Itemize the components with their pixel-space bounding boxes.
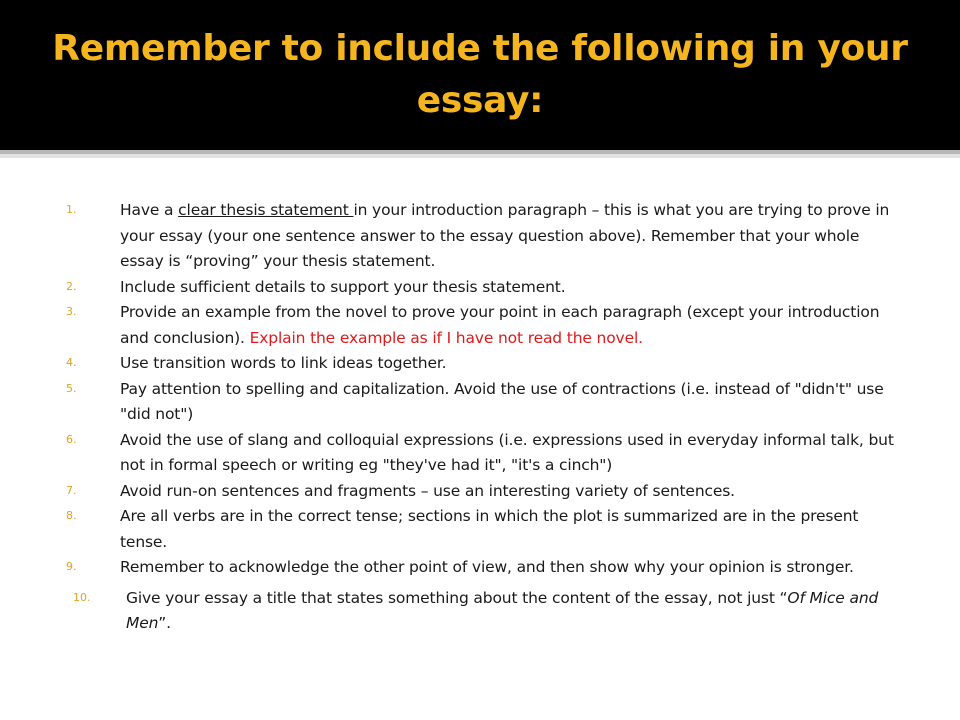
novel-title: Of Mice and Men [126, 588, 879, 632]
item-text: Use transition words to link ideas together. [120, 354, 447, 372]
item-number: 2. [66, 279, 77, 293]
item-number: 7. [66, 483, 77, 497]
item-text: Remember to acknowledge the other point of view, and then show why your opinion is stronger. [120, 558, 854, 576]
item-number: 3. [66, 305, 77, 318]
emphasis-text: Explain the example as if I have not read the novel. [249, 328, 643, 347]
list-item-9 [0, 555, 960, 581]
item-number: 5. [66, 381, 77, 395]
list-item-10 [0, 586, 960, 637]
list-item-1 [0, 198, 960, 275]
item-number: 1. [66, 203, 77, 216]
item-text: Give your essay a title that states something about the content of the essay, not just “Of Mice and Men”. [126, 588, 879, 632]
item-text: Provide an example from the novel to prove your point in each paragraph (except your introduction and conclusion). Explain the example as if I have not read the novel. [120, 303, 880, 347]
item-number: 9. [66, 560, 77, 573]
item-text: Are all verbs are in the correct tense; sections in which the plot is summarized are in the present tense. [120, 507, 859, 551]
slide-title: Remember to include the following in your essay: [52, 28, 908, 121]
item-number: 6. [66, 432, 77, 446]
item-number: 4. [66, 356, 77, 369]
title-divider-shadow [0, 154, 960, 158]
list-item-4 [0, 351, 960, 377]
item-text: Include sufficient details to support your thesis statement. [120, 277, 566, 296]
title-band [0, 0, 960, 150]
list-item-8 [0, 504, 960, 555]
item-number: 10. [73, 590, 91, 604]
list-item-2 [0, 275, 960, 301]
item-text: Avoid run-on sentences and fragments – use an interesting variety of sentences. [120, 481, 735, 500]
list-item-3 [0, 300, 960, 351]
item-text: Pay attention to spelling and capitalization. Avoid the use of contractions (i.e. instead of "didn't" use "did not") [120, 379, 884, 423]
item-text: Avoid the use of slang and colloquial expressions (i.e. expressions used in everyday informal talk, but not in formal speech or writing eg "they've had it", "it's a cinch") [120, 430, 894, 474]
item-number: 8. [66, 509, 77, 522]
checklist [0, 198, 960, 637]
list-item-7 [0, 479, 960, 505]
underlined-phrase: clear thesis statement [178, 201, 354, 219]
item-text: Have a clear thesis statement in your introduction paragraph – this is what you are trying to prove in your essay (your one sentence answer to the essay question above). Remember that your whole essay is “proving” your thesis statement. [120, 201, 890, 270]
list-item-6 [0, 428, 960, 479]
list-item-5 [0, 377, 960, 428]
